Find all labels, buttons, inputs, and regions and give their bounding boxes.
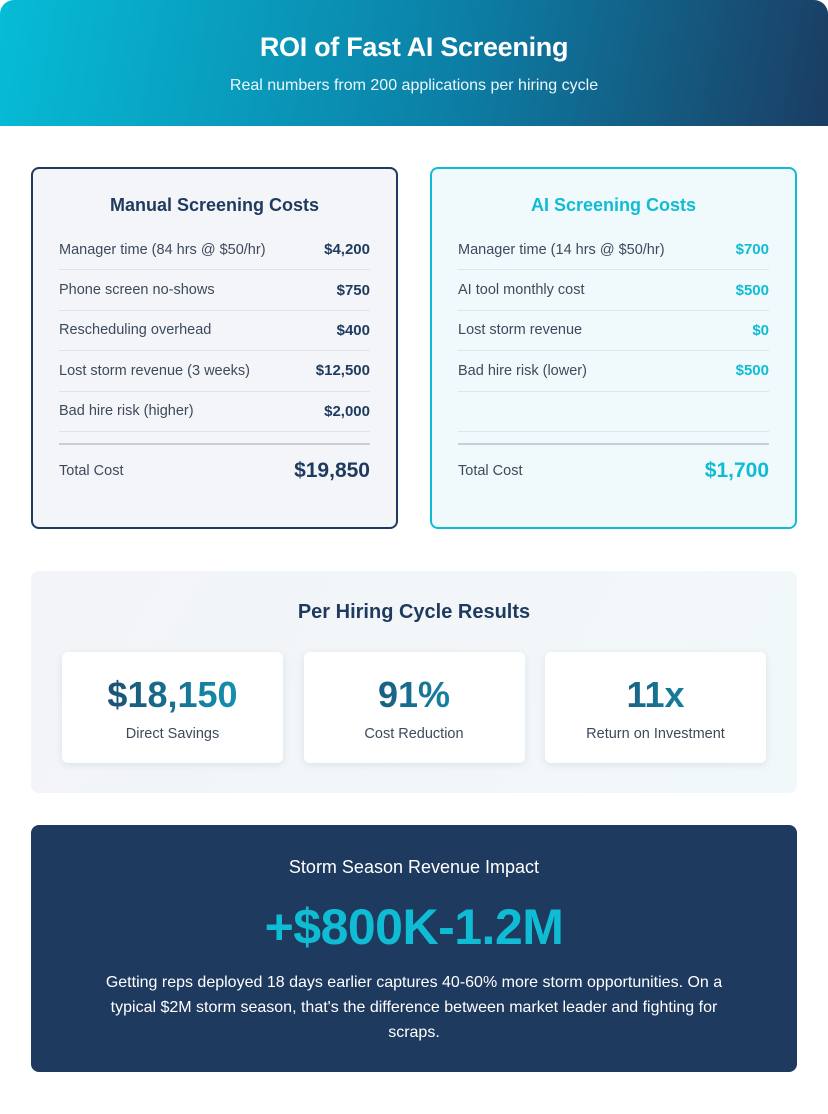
impact-title: Storm Season Revenue Impact — [288, 857, 540, 877]
total-value: $1,700 — [704, 458, 769, 482]
cost-value: $500 — [735, 281, 769, 299]
cost-value: $750 — [336, 281, 370, 299]
stat-value: 11x — [545, 674, 766, 716]
stat-value: $18,150 — [62, 674, 283, 716]
total-value: $19,850 — [294, 458, 370, 482]
cost-label: Phone screen no-shows — [59, 282, 215, 299]
total-row — [458, 459, 769, 483]
cost-comparison — [31, 167, 797, 529]
ai-card-title: AI Screening Costs — [530, 195, 697, 215]
cost-row — [59, 392, 370, 432]
cost-value: $2,000 — [324, 402, 370, 420]
cost-label: Manager time (84 hrs @ $50/hr) — [59, 241, 266, 258]
stat-label: Return on Investment — [586, 726, 725, 742]
manual-card-title: Manual Screening Costs — [109, 195, 320, 215]
impact-value: +$800K-1.2M — [264, 899, 564, 955]
cost-value: $12,500 — [315, 362, 370, 380]
cost-row — [458, 351, 769, 391]
total-label: Total Cost — [59, 462, 124, 479]
cost-label: Bad hire risk (higher) — [59, 403, 194, 420]
impact-description: Getting reps deployed 18 days earlier captures 40-60% more storm opportunities. On a typical $2M storm season, that's the difference between market leader and fighting for scraps. — [105, 974, 723, 1041]
stat-label: Cost Reduction — [364, 726, 464, 742]
cost-label: Manager time (14 hrs @ $50/hr) — [458, 241, 665, 258]
cost-label: Lost storm revenue — [458, 322, 583, 339]
cost-value: $700 — [735, 241, 769, 259]
cost-row — [458, 270, 769, 310]
stat-label: Direct Savings — [125, 726, 220, 742]
cost-label: Rescheduling overhead — [59, 322, 212, 339]
cost-value: $0 — [752, 321, 769, 339]
cost-value: $400 — [336, 321, 370, 339]
stats-row — [62, 652, 766, 763]
ai-costs-card — [430, 167, 797, 529]
cost-row — [59, 230, 370, 270]
total-label: Total Cost — [458, 462, 523, 479]
stat-value: 91% — [304, 674, 525, 716]
page-title: ROI of Fast AI Screening — [259, 32, 569, 62]
cost-label: Bad hire risk (lower) — [458, 362, 587, 379]
total-divider — [59, 443, 370, 445]
revenue-impact-panel — [31, 825, 797, 1072]
cost-row — [458, 230, 769, 270]
cost-row — [59, 311, 370, 351]
header-banner — [0, 0, 828, 126]
stat-card-reduction — [304, 652, 525, 763]
page-subtitle: Real numbers from 200 applications per hiring cycle — [229, 77, 599, 94]
total-row — [59, 459, 370, 483]
cost-row — [59, 270, 370, 310]
cost-row — [458, 311, 769, 351]
results-panel — [31, 571, 797, 793]
stat-card-roi — [545, 652, 766, 763]
cost-label: Lost storm revenue (3 weeks) — [59, 362, 250, 379]
cost-row — [59, 351, 370, 391]
cost-value: $500 — [735, 362, 769, 380]
total-divider — [458, 443, 769, 445]
cost-value: $4,200 — [324, 241, 370, 259]
stat-card-savings — [62, 652, 283, 763]
results-title: Per Hiring Cycle Results — [297, 601, 531, 623]
manual-costs-card — [31, 167, 398, 529]
cost-row-empty — [458, 392, 769, 432]
cost-label: AI tool monthly cost — [458, 282, 585, 299]
